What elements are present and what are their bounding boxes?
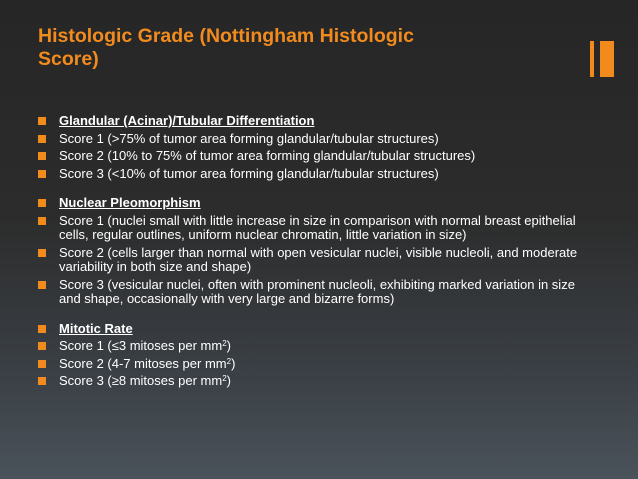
- bullet-icon: [38, 325, 46, 333]
- list-item: [38, 149, 598, 164]
- section-heading-mitotic: [38, 322, 598, 337]
- accent-thick-bar: [600, 41, 614, 77]
- list-item-text: [59, 373, 231, 388]
- list-item: [38, 357, 598, 372]
- list-item-text: Score 2 (cells larger than normal with open vesicular nuclei, visible nucleoli, and moderate variability in both size and shape): [59, 244, 578, 274]
- slide-body: [38, 114, 598, 392]
- bullet-icon: [38, 152, 46, 160]
- accent-thin-bar: [590, 41, 594, 77]
- list-item: [38, 167, 598, 182]
- bullet-icon: [38, 135, 46, 143]
- bullet-icon: [38, 170, 46, 178]
- bullet-icon: [38, 281, 46, 289]
- list-item: [38, 246, 598, 275]
- item-text: Score 2 (4-7 mitoses per mm: [59, 355, 227, 371]
- list-item-text: Score 3 (vesicular nuclei, often with prominent nucleoli, exhibiting marked variation in size and shape, occasionally with very large and bizarre forms): [59, 276, 575, 306]
- list-item-text: Score 1 (>75% of tumor area forming glandular/tubular structures): [59, 130, 439, 146]
- list-item-text: Score 2 (10% to 75% of tumor area forming glandular/tubular structures): [59, 148, 476, 163]
- item-text: Score 3 (≥8 mitoses per mm: [59, 373, 223, 388]
- bullet-icon: [38, 217, 46, 225]
- accent-bars-icon: [590, 41, 620, 77]
- list-item-text: [59, 356, 235, 371]
- list-item: [38, 278, 598, 307]
- bullet-icon: [38, 199, 46, 207]
- item-close: ): [226, 338, 231, 353]
- list-item: [38, 132, 598, 147]
- list-item-text: [59, 338, 231, 353]
- bullet-icon: [38, 342, 46, 350]
- section-heading-nuclear: [38, 196, 598, 211]
- item-close: ): [226, 373, 231, 388]
- superscript: 2: [222, 339, 227, 348]
- section-heading-glandular: [38, 114, 598, 129]
- slide-title: Histologic Grade (Nottingham Histologic Score): [38, 25, 414, 70]
- list-item: [38, 374, 598, 389]
- superscript: 2: [222, 374, 227, 383]
- list-item: [38, 214, 598, 243]
- superscript: 2: [226, 356, 232, 366]
- list-item-text: Score 1 (nuclei small with little increase in size in comparison with normal breast epithelial cells, regular outlines, uniform nuclear chromatin, little variation in size): [59, 212, 576, 242]
- item-text: Score 1 (≤3 mitoses per mm: [59, 338, 223, 353]
- section-heading-label: Nuclear Pleomorphism: [59, 195, 201, 210]
- item-close: ): [231, 355, 236, 371]
- bullet-icon: [38, 249, 46, 257]
- bullet-icon: [38, 377, 46, 385]
- list-item-text: Score 3 (<10% of tumor area forming glandular/tubular structures): [59, 165, 439, 181]
- section-heading-label: Mitotic Rate: [59, 320, 133, 336]
- bullet-icon: [38, 117, 46, 125]
- bullet-icon: [38, 360, 46, 368]
- section-heading-label: Glandular (Acinar)/Tubular Differentiation: [59, 113, 315, 128]
- list-item: [38, 339, 598, 354]
